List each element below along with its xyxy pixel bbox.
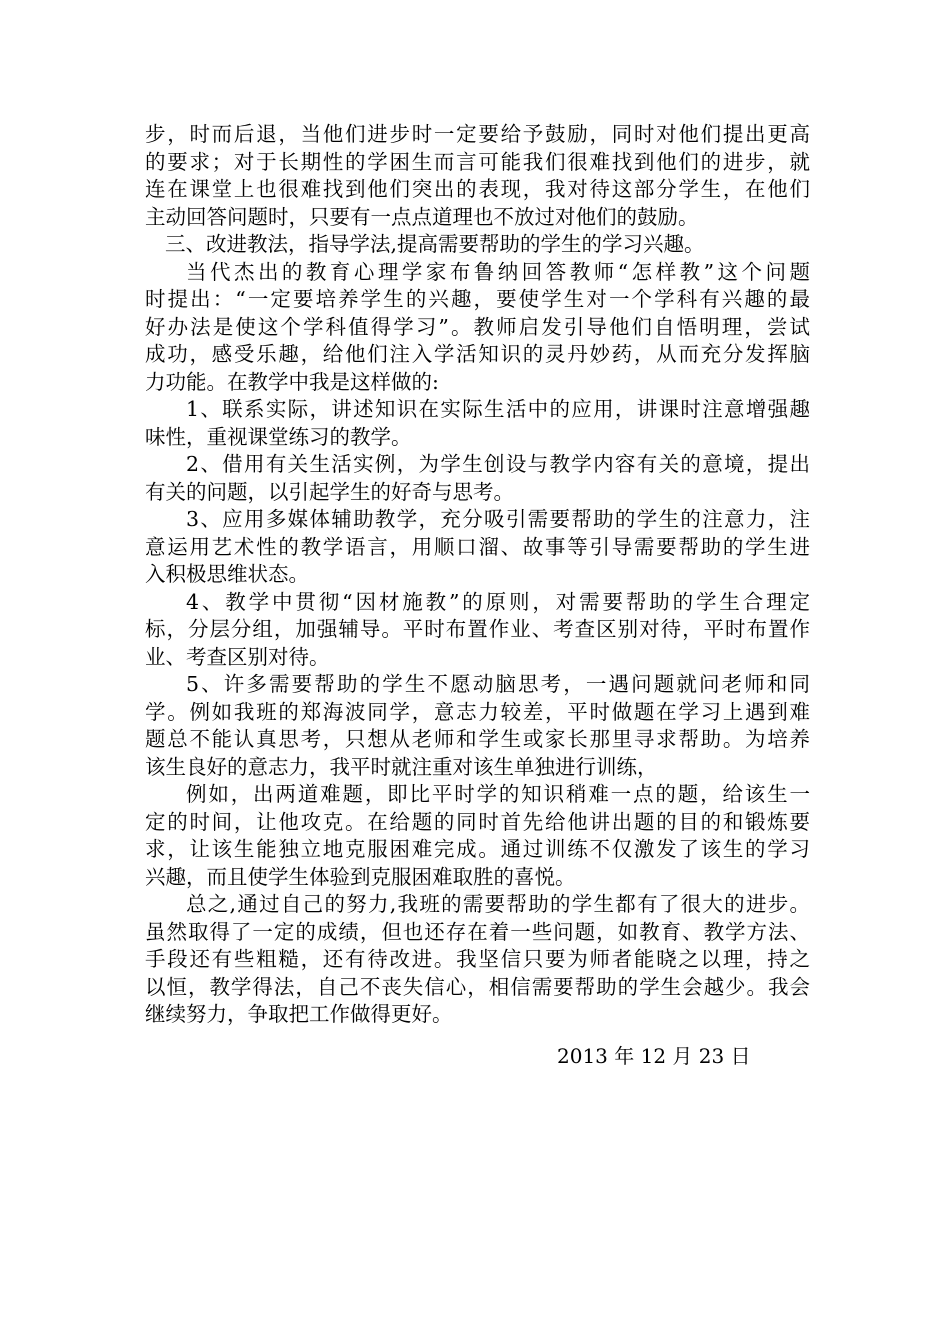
text-line: 力功能。在教学中我是这样做的:	[145, 369, 439, 394]
text-line: 有关的问题，以引起学生的好奇与思考。	[145, 479, 514, 504]
text-line: 当代杰出的教育心理学家布鲁纳回答教师“怎样教”这个问题	[186, 259, 810, 284]
text-line: 继续努力，争取把工作做得更好。	[145, 1002, 453, 1026]
text-line: 业、考查区别对待。	[145, 644, 330, 669]
text-line: 总之,通过自己的努力,我班的需要帮助的学生都有了很大的进步。	[186, 892, 810, 916]
text-line: 虽然取得了一定的成绩，但也还存在着一些问题，如教育、教学方法、	[145, 919, 810, 944]
text-line: 意运用艺术性的教学语言，用顺口溜、故事等引导需要帮助的学生进	[145, 534, 810, 559]
text-line: 兴趣，而且使学生体验到克服困难取胜的喜悦。	[145, 864, 576, 889]
text-line: 定的时间，让他攻克。在给题的同时首先给他讲出题的目的和锻炼要	[145, 809, 810, 834]
list-item-3: 3、应用多媒体辅助教学，充分吸引需要帮助的学生的注意力，注	[186, 507, 810, 531]
text-line: 主动回答问题时，只要有一点点道理也不放过对他们的鼓励。	[145, 204, 699, 229]
document-body	[145, 121, 810, 1029]
text-line: 连在课堂上也很难找到他们突出的表现，我对待这部分学生，在他们	[145, 177, 810, 201]
text-line: 该生良好的意志力，我平时就注重对该生单独进行训练，	[145, 754, 658, 779]
text-line: 手段还有些粗糙，还有待改进。我坚信只要为师者能晓之以理，持之	[145, 947, 810, 971]
text-line: 好办法是使这个学科值得学习”。教师启发引导他们自悟明理，尝试	[145, 314, 810, 339]
text-line: 标，分层分组，加强辅导。平时布置作业、考查区别对待，平时布置作	[145, 617, 810, 641]
list-item-5: 5、许多需要帮助的学生不愿动脑思考，一遇问题就问老师和同	[186, 672, 810, 696]
text-line: 例如，出两道难题，即比平时学的知识稍难一点的题，给该生一	[186, 782, 810, 806]
text-line: 步，时而后退，当他们进步时一定要给予鼓励，同时对他们提出更高	[145, 122, 810, 146]
text-line: 求，让该生能独立地克服困难完成。通过训练不仅激发了该生的学习	[145, 837, 810, 861]
document-date: 2013 年 12 月 23 日	[557, 1044, 751, 1068]
list-item-1: 1、联系实际，讲述知识在实际生活中的应用，讲课时注意增强趣	[186, 397, 810, 421]
text-line: 时提出：“一定要培养学生的兴趣，要使学生对一个学科有兴趣的最	[145, 287, 810, 311]
section-heading: 三、改进教法，指导学法,提高需要帮助的学生的学习兴趣。	[165, 232, 705, 256]
text-line: 学。例如我班的郑海波同学，意志力较差，平时做题在学习上遇到难	[145, 699, 810, 724]
text-line: 味性，重视课堂练习的教学。	[145, 424, 412, 449]
text-line: 以恒，教学得法，自己不丧失信心，相信需要帮助的学生会越少。我会	[145, 974, 810, 999]
text-line: 题总不能认真思考，只想从老师和学生或家长那里寻求帮助。为培养	[145, 727, 810, 751]
list-item-4: 4、教学中贯彻“因材施教”的原则，对需要帮助的学生合理定	[186, 589, 810, 614]
list-item-2: 2、借用有关生活实例，为学生创设与教学内容有关的意境，提出	[186, 452, 810, 476]
text-line: 的要求；对于长期性的学困生而言可能我们很难找到他们的进步，就	[145, 149, 810, 174]
text-line: 入积极思维状态。	[145, 562, 309, 586]
text-line: 成功，感受乐趣，给他们注入学活知识的灵丹妙药，从而充分发挥脑	[145, 342, 810, 366]
